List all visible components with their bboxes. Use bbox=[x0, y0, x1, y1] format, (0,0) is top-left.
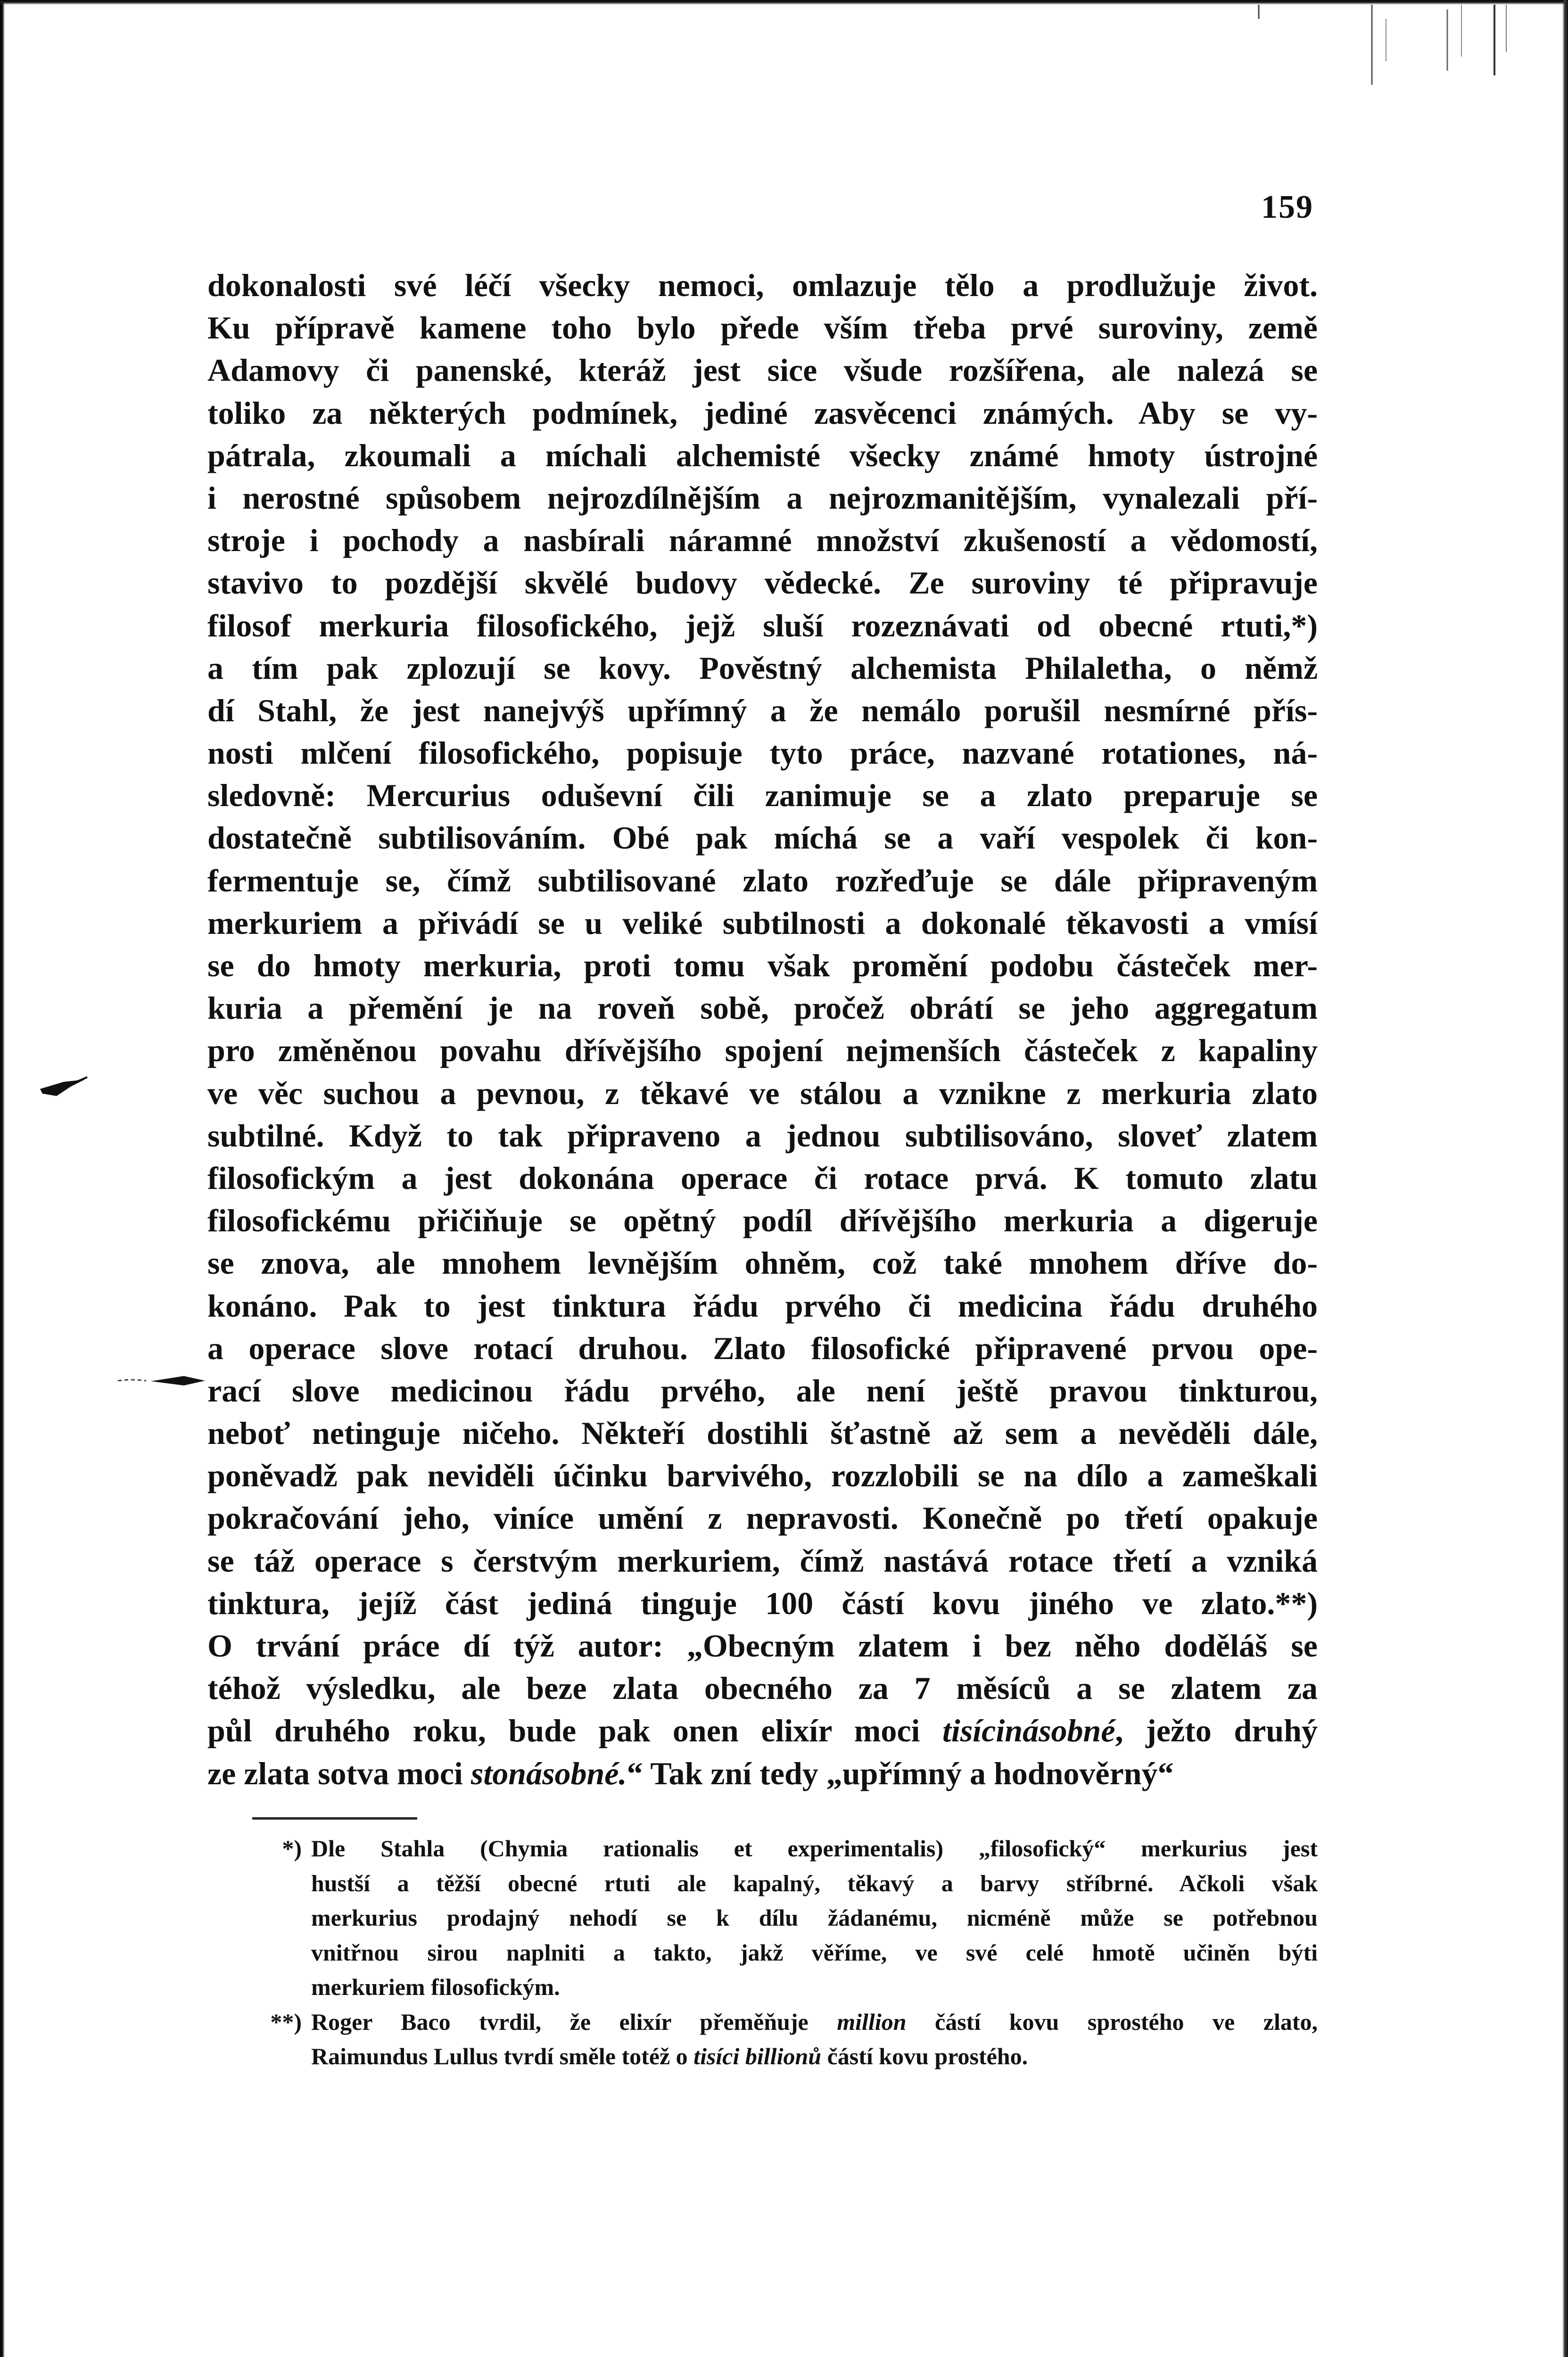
footnote bbox=[207, 2005, 1318, 2074]
text-line: filosofickému přičiňuje se opětný podíl dřívějšího merkuria a digeruje bbox=[207, 1203, 1318, 1239]
footnote-separator bbox=[252, 1817, 417, 1820]
text-line: ve věc suchou a pevnou, z těkavé ve stálou a vznikne z merkuria zlato bbox=[207, 1075, 1318, 1111]
text-line: a operace slove rotací druhou. Zlato filosofické připravené prvou ope- bbox=[207, 1330, 1318, 1366]
footnote-line bbox=[311, 2039, 1318, 2074]
scan-corner-marks bbox=[1249, 5, 1513, 99]
text-line: O trvání práce dí týž autor: „Obecným zlatem i bez něho doděláš se bbox=[207, 1628, 1318, 1664]
footnote bbox=[207, 1831, 1318, 2005]
text-line: merkuriem a přivádí se u veliké subtilnosti a dokonalé těkavosti a vmísí bbox=[207, 905, 1318, 941]
text-line: toliko za některých podmínek, jediné zasvěcenci známých. Aby se vy- bbox=[207, 395, 1318, 431]
text-line: pokračování jeho, viníce umění z nepravosti. Konečně po třetí opakuje bbox=[207, 1500, 1318, 1536]
text-line: tinktura, jejíž část jediná tinguje 100 částí kovu jiného ve zlato.**) bbox=[207, 1585, 1318, 1621]
text-segment: částí kovu sprostého ve zlato, bbox=[906, 2008, 1318, 2035]
text-line: se znova, ale mnohem levnějším ohněm, což také mnohem dříve do- bbox=[207, 1245, 1318, 1281]
text-line: pro změněnou povahu dřívějšího spojení nejmenších částeček z kapaliny bbox=[207, 1032, 1318, 1069]
text-line: konáno. Pak to jest tinktura řádu prvého či medicina řádu druhého bbox=[207, 1287, 1318, 1324]
text-line: kuria a přemění je na roveň sobě, pročež obrátí se jeho aggregatum bbox=[207, 990, 1318, 1026]
text-line: se do hmoty merkuria, proti tomu však promění podobu částeček mer- bbox=[207, 948, 1318, 983]
italic-text: stonásobné. bbox=[470, 1755, 627, 1791]
text-line: a tím pak zplozují se kovy. Pověstný alchemista Philaletha, o němž bbox=[207, 650, 1318, 686]
text-line: i nerostné spůsobem nejrozdílnějším a nejrozmanitějším, vynalezali pří- bbox=[207, 479, 1318, 516]
italic-text: million bbox=[837, 2008, 907, 2035]
footnote-line: vnitřnou sirou naplniti a takto, jakž věříme, ve své celé hmotě učiněn býti bbox=[311, 1939, 1318, 1966]
scan-right-edge bbox=[1562, 0, 1568, 2357]
text-line: stavivo to pozdější skvělé budovy vědecké. Ze suroviny té připravuje bbox=[207, 565, 1318, 601]
text-line: filosof merkuria filosofického, jejž sluší rozeznávati od obecné rtuti,*) bbox=[207, 607, 1318, 643]
text-segment: částí kovu prostého. bbox=[821, 2043, 1028, 2069]
text-line: dostatečně subtilisováním. Obé pak míchá se a vaří vespolek či kon- bbox=[207, 820, 1318, 856]
footnote-line bbox=[311, 2005, 1318, 2040]
scan-top-edge bbox=[0, 0, 1568, 5]
footnote-line: Dle Stahla (Chymia rationalis et experimentalis) „filosofický“ merkurius jest bbox=[311, 1835, 1318, 1862]
text-line: filosofickým a jest dokonána operace či rotace prvá. K tomuto zlatu bbox=[207, 1160, 1318, 1196]
scan-left-edge bbox=[0, 0, 5, 2357]
footnote-line: merkuriem filosofickým. bbox=[311, 1974, 560, 2000]
footnote-marker: **) bbox=[270, 2008, 302, 2035]
margin-ink-mark-upper bbox=[38, 1070, 90, 1108]
text-line: Ku přípravě kamene toho bylo přede vším třeba prvé suroviny, země bbox=[207, 310, 1318, 346]
text-segment: , ježto druhý bbox=[1115, 1713, 1318, 1749]
text-line: neboť netinguje ničeho. Někteří dostihli šťastně až sem a nevěděli dále, bbox=[207, 1415, 1318, 1451]
text-line bbox=[207, 1752, 1318, 1795]
footnote-line: hustší a těžší obecné rtuti ale kapalný, těkavý a barvy stříbrné. Ačkoli však bbox=[311, 1870, 1318, 1896]
italic-text: tisíci billionů bbox=[693, 2043, 822, 2069]
text-line: subtilné. Když to tak připraveno a jednou subtilisováno, sloveť zlatem bbox=[207, 1117, 1318, 1154]
text-segment: půl druhého roku, bude pak onen elixír moci bbox=[207, 1713, 943, 1749]
text-line: sledovně: Mercurius oduševní čili zanimuje se a zlato preparuje se bbox=[207, 777, 1318, 814]
text-segment: Raimundus Lullus tvrdí směle totéž o bbox=[311, 2043, 694, 2069]
text-line: dí Stahl, že jest nanejvýš upřímný a že nemálo porušil nesmírné přís- bbox=[207, 692, 1318, 728]
footnote-marker: *) bbox=[282, 1835, 302, 1862]
text-line: se táž operace s čerstvým merkuriem, čímž nastává rotace třetí a vzniká bbox=[207, 1542, 1318, 1579]
text-segment: “ Tak zní tedy „upřímný a hodnověrný“ bbox=[627, 1755, 1174, 1791]
text-line: téhož výsledku, ale beze zlata obecného za 7 měsíců a se zlatem za bbox=[207, 1670, 1318, 1706]
footnote-body bbox=[311, 2005, 1318, 2074]
text-line: stroje i pochody a nasbírali náramné množství zkušeností a vědomostí, bbox=[207, 522, 1318, 559]
text-segment: ze zlata sotva moci bbox=[207, 1755, 471, 1791]
text-line: nosti mlčení filosofického, popisuje tyto práce, nazvané rotationes, ná- bbox=[207, 735, 1318, 771]
text-line: rací slove medicinou řádu prvého, ale není ještě pravou tinkturou, bbox=[207, 1372, 1318, 1409]
text-segment: Roger Baco tvrdil, že elixír přeměňuje bbox=[311, 2008, 837, 2035]
text-line: dokonalosti své léčí všecky nemoci, omlazuje tělo a prodlužuje život. bbox=[207, 267, 1318, 303]
text-line bbox=[207, 1709, 1318, 1752]
footnote-line: merkurius prodajný nehodí se k dílu žádanému, nicméně může se potřebnou bbox=[311, 1904, 1318, 1931]
italic-text: tisícinásobné bbox=[942, 1713, 1115, 1749]
body-text bbox=[207, 264, 1318, 1795]
margin-ink-mark-lower bbox=[113, 1369, 207, 1393]
footnotes bbox=[207, 1831, 1318, 2074]
text-line: pátrala, zkoumali a míchali alchemisté všecky známé hmoty ústrojné bbox=[207, 437, 1318, 473]
footnote-body bbox=[311, 1831, 1318, 2005]
text-line: Adamovy či panenské, kteráž jest sice všude rozšířena, ale nalezá se bbox=[207, 352, 1318, 388]
text-line: poněvadž pak neviděli účinku barvivého, rozzlobili se na dílo a zameškali bbox=[207, 1458, 1318, 1494]
text-line: fermentuje se, čímž subtilisované zlato rozřeďuje se dále připraveným bbox=[207, 862, 1318, 898]
page-number: 159 bbox=[1261, 189, 1313, 225]
